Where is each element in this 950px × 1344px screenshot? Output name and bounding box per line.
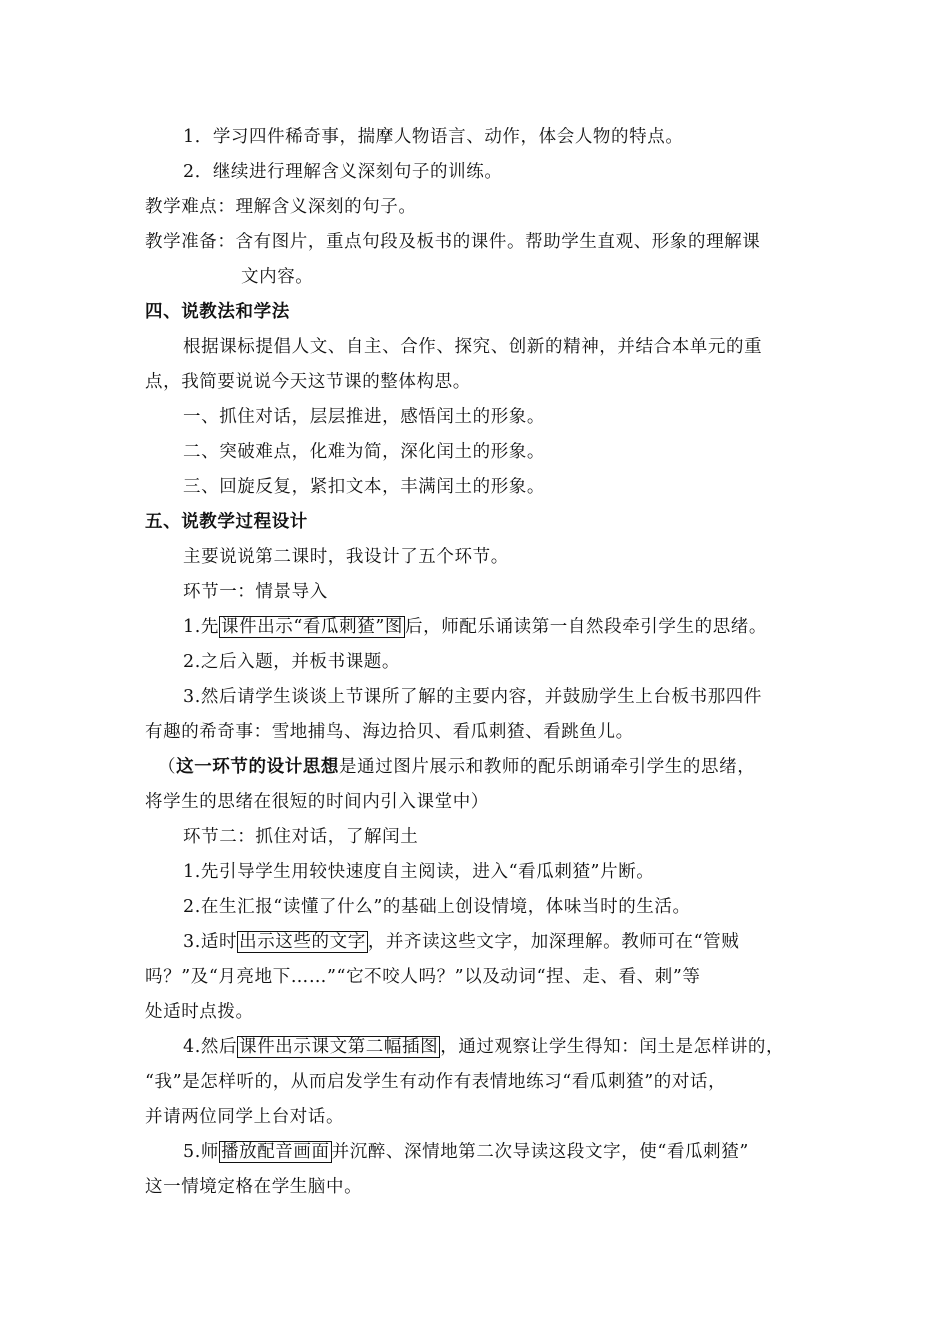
design-note-text: 是通过图片展示和教师的配乐朗诵牵引学生的思绪，	[339, 757, 756, 777]
teaching-preparation-line2: 文内容。	[241, 267, 314, 287]
courseware-boxed-label: 课件出示“看瓜刺猹”图	[221, 617, 403, 637]
stage-2-step-3-prefix: 3.适时	[183, 932, 238, 952]
section-4-intro-line2: 点，我简要说说今天这节课的整体构思。	[145, 372, 471, 392]
stage-2-step-5-line2: 这一情境定格在学生脑中。	[145, 1177, 363, 1197]
section-5-intro: 主要说说第二课时，我设计了五个环节。	[183, 547, 509, 567]
stage-2-step-4-text: ，通过观察让学生得知：闰土是怎样讲的，	[440, 1037, 785, 1057]
stage-2-step-4-line3: 并请两位同学上台对话。	[145, 1107, 345, 1127]
stage-2-step-3-line2: 吗？”及“月亮地下……”“它不咬人吗？”以及动词“捏、走、看、刺”等	[145, 967, 701, 987]
design-note-open-paren: （	[158, 757, 177, 777]
stage-2-step-5-line1	[183, 1140, 749, 1164]
stage-1-step-3-line2: 有趣的希奇事：雪地捕鸟、海边拾贝、看瓜刺猹、看跳鱼儿。	[145, 722, 634, 742]
stage-1-step-3-line1: 3.然后请学生谈谈上节课所了解的主要内容，并鼓励学生上台板书那四件	[183, 687, 762, 707]
stage-2-step-2: 2.在生汇报“读懂了什么”的基础上创设情境，体味当时的生活。	[183, 897, 691, 917]
stage-2-step-3-line3: 处适时点拨。	[145, 1002, 254, 1022]
objective-2: 2．继续进行理解含义深刻句子的训练。	[183, 162, 503, 182]
stage-1-step-1-prefix: 1.先	[183, 617, 219, 637]
stage-2-title: 环节二：抓住对话，了解闰土	[183, 827, 419, 847]
stage-2-step-4-prefix: 4.然后	[183, 1037, 238, 1057]
audio-visual-boxed-label: 播放配音画面	[221, 1142, 330, 1162]
teaching-preparation-line1: 教学准备：含有图片，重点句段及板书的课件。帮助学生直观、形象的理解课	[145, 232, 761, 252]
stage-2-step-1: 1.先引导学生用较快速度自主阅读，进入“看瓜刺猹”片断。	[183, 862, 655, 882]
stage-1-step-2: 2.之后入题，并板书课题。	[183, 652, 400, 672]
stage-2-step-4-line2: “我”是怎样听的，从而启发学生有动作有表情地练习“看瓜刺猹”的对话，	[145, 1072, 727, 1092]
method-point-1: 一、抓住对话，层层推进，感悟闰土的形象。	[183, 407, 545, 427]
stage-2-step-3-text: ，并齐读这些文字，加深理解。教师可在“管贼	[367, 932, 740, 952]
design-note-line2: 将学生的思绪在很短的时间内引入课堂中）	[145, 792, 489, 812]
method-point-3: 三、回旋反复，紧扣文本，丰满闰土的形象。	[183, 477, 545, 497]
section-4-intro-line1: 根据课标提倡人文、自主、合作、探究、创新的精神，并结合本单元的重	[183, 337, 763, 357]
teaching-difficulty: 教学难点：理解含义深刻的句子。	[145, 197, 417, 217]
design-note-line1	[158, 755, 755, 779]
design-note-bold: 这一环节的设计思想	[176, 757, 340, 777]
stage-2-step-5-text: 并沉醉、深情地第二次导读这段文字，使“看瓜刺猹”	[331, 1142, 749, 1162]
stage-2-step-4-line1	[183, 1035, 784, 1059]
stage-1-title: 环节一：情景导入	[183, 582, 328, 602]
stage-2-step-5-prefix: 5.师	[183, 1142, 219, 1162]
stage-1-step-1	[183, 615, 767, 639]
show-text-boxed-label: 出示这些的文字	[239, 932, 366, 952]
stage-2-step-3-line1	[183, 930, 739, 954]
method-point-2: 二、突破难点，化难为简，深化闰土的形象。	[183, 442, 545, 462]
objective-1: 1．学习四件稀奇事，揣摩人物语言、动作，体会人物的特点。	[183, 127, 684, 147]
illustration-boxed-label: 课件出示课文第二幅插图	[239, 1037, 439, 1057]
stage-1-step-1-text: 后，师配乐诵读第一自然段牵引学生的思绪。	[405, 617, 767, 637]
section-5-heading: 五、说教学过程设计	[145, 512, 308, 532]
section-4-heading: 四、说教法和学法	[145, 302, 290, 322]
